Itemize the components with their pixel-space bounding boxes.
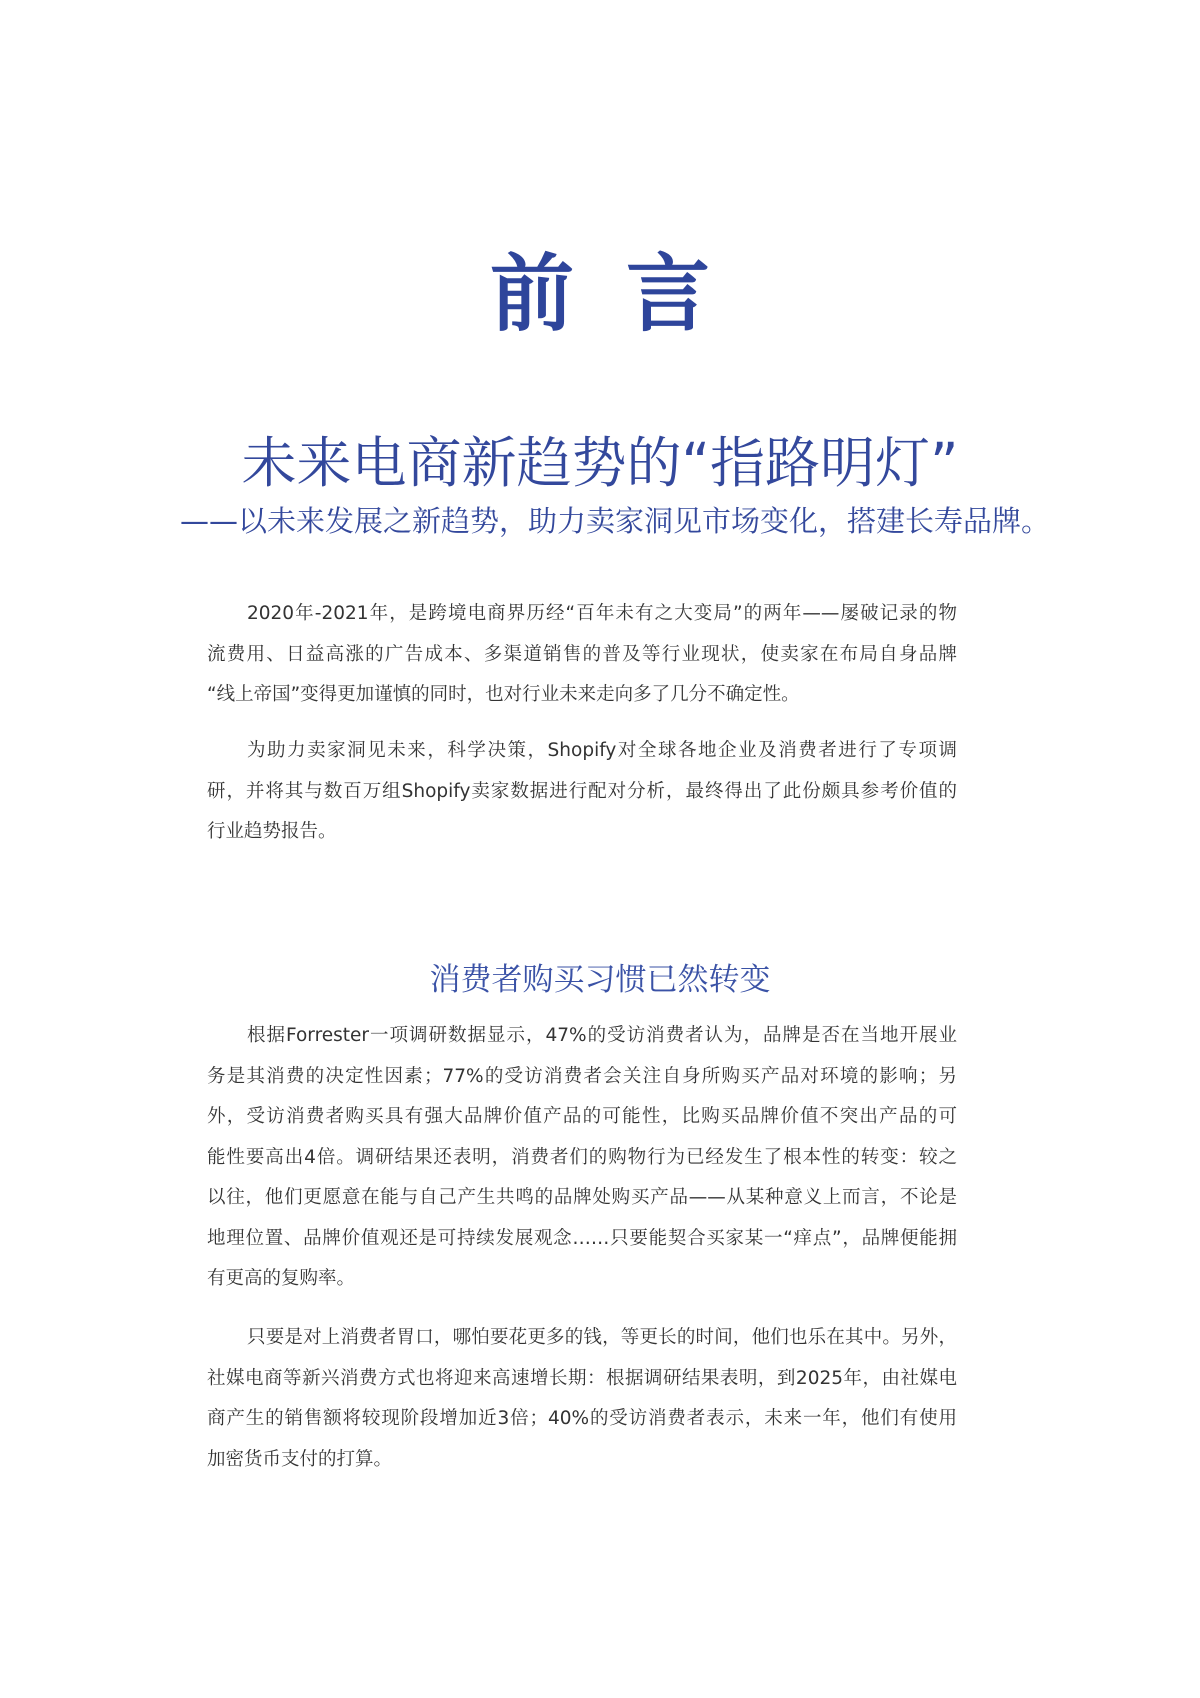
text-line: 有更高的复购率。 (207, 1268, 356, 1289)
text-line: 能性要高出4倍。调研结果还表明，消费者们的购物行为已经发生了根本性的转变：较之 (207, 1146, 957, 1168)
main-title: 未来电商新趋势的“指路明灯” (241, 431, 959, 495)
text-line: 为助力卖家洞见未来，科学决策，Shopify对全球各地企业及消费者进行了专项调 (247, 740, 957, 761)
text-line: 地理位置、品牌价值观还是可持续发展观念……只要能契合买家某一“痒点”，品牌便能拥 (207, 1227, 957, 1249)
text-line: 行业趋势报告。 (207, 821, 337, 842)
text-line: 社媒电商等新兴消费方式也将迎来高速增长期：根据调研结果表明，到2025年，由社媒电 (207, 1367, 957, 1389)
section-heading: 消费者购买习惯已然转变 (429, 962, 771, 998)
text-line: 流费用、日益高涨的广告成本、多渠道销售的普及等行业现状，使卖家在布局自身品牌 (207, 643, 957, 665)
text-line: 外，受访消费者购买具有强大品牌价值产品的可能性，比购买品牌价值不突出产品的可 (207, 1106, 957, 1127)
text-line: 2020年-2021年，是跨境电商界历经“百年未有之大变局”的两年——屡破记录的物 (247, 603, 957, 624)
text-line: “线上帝国”变得更加谨慎的同时，也对行业未来走向多了几分不确定性。 (207, 684, 800, 705)
text-line: 务是其消费的决定性因素；77%的受访消费者会关注自身所购买产品对环境的影响；另 (207, 1065, 957, 1087)
text-line: 只要是对上消费者胃口，哪怕要花更多的钱，等更长的时间，他们也乐在其中。另外， (247, 1327, 957, 1348)
intro-paragraph-2 (207, 731, 957, 853)
subtitle: ——以未来发展之新趋势，助力卖家洞见市场变化，搭建长寿品牌。 (179, 504, 1050, 538)
text-line: 商产生的销售额将较现阶段增加近3倍；40%的受访消费者表示，未来一年，他们有使用 (207, 1408, 957, 1429)
preface-title: 前言 (489, 245, 762, 343)
text-line: 加密货币支付的打算。 (207, 1448, 393, 1470)
section-paragraph-1 (207, 1016, 957, 1300)
text-line: 根据Forrester一项调研数据显示，47%的受访消费者认为，品牌是否在当地开展业 (247, 1025, 957, 1046)
section-paragraph-2 (207, 1318, 957, 1480)
text-line: 研，并将其与数百万组Shopify卖家数据进行配对分析，最终得出了此份颇具参考价值的 (207, 780, 957, 802)
text-line: 以往，他们更愿意在能与自己产生共鸣的品牌处购买产品——从某种意义上而言，不论是 (207, 1187, 957, 1208)
intro-paragraph-1 (207, 594, 957, 716)
